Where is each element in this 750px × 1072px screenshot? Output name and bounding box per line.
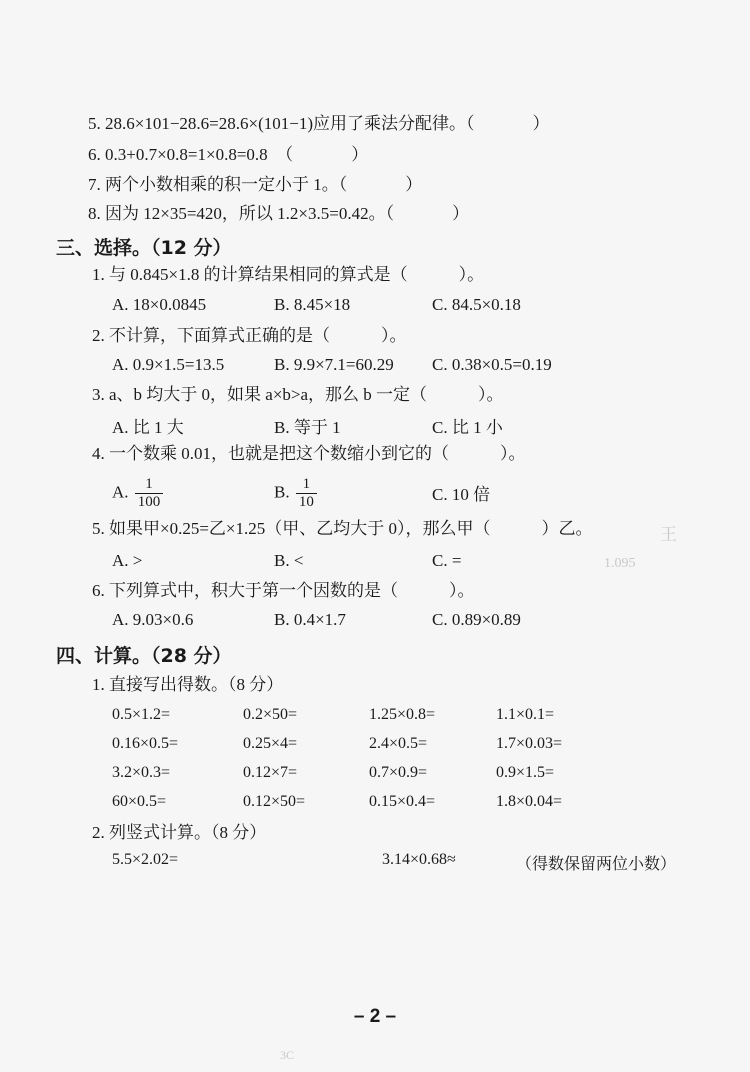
judge-item-text: 8. 因为 12×35=420，所以 1.2×3.5=0.42。（ — [88, 204, 395, 223]
option-b[interactable]: B. 0.4×1.7 — [274, 610, 346, 629]
option-b[interactable]: B. < — [274, 551, 304, 570]
judge-item-text: 6. 0.3+0.7×0.8=1×0.8=0.8 （ — [88, 145, 294, 164]
judge-item-text: 5. 28.6×101−28.6=28.6×(101−1)应用了乘法分配律。（ — [88, 114, 475, 133]
fraction-numerator: 1 — [296, 476, 317, 494]
option-b[interactable]: B. 9.9×7.1=60.29 — [274, 355, 394, 374]
calc-item: 60×0.5= — [112, 793, 167, 810]
option-b[interactable]: B. 等于 1 — [274, 418, 341, 437]
paren-close: ） — [405, 175, 423, 194]
calc-item: 0.15×0.4= — [369, 793, 436, 810]
fraction-denominator: 100 — [137, 494, 161, 510]
option-label: A. — [112, 482, 129, 502]
option-label: B. — [274, 482, 290, 502]
judge-item — [88, 113, 550, 135]
calc-item: 0.2×50= — [243, 706, 298, 723]
option-a[interactable]: A. 比 1 大 — [112, 418, 184, 437]
calc-item: 3.2×0.3= — [112, 764, 171, 781]
subsection-title: 1. 直接写出得数。（8 分） — [92, 675, 284, 694]
calc-item: 1.1×0.1= — [496, 706, 555, 723]
calc-item: 2.4×0.5= — [369, 735, 428, 752]
paren-close: ） — [532, 114, 550, 133]
option-a[interactable]: A. > — [112, 551, 143, 570]
judge-item — [88, 203, 469, 225]
question-stem: 1. 与 0.845×1.8 的计算结果相同的算式是（ ）。 — [92, 265, 485, 284]
option-c[interactable]: C. = — [432, 551, 462, 570]
calc-item: 0.9×1.5= — [496, 764, 555, 781]
option-c[interactable]: C. 0.89×0.89 — [432, 610, 521, 629]
option-b[interactable] — [274, 476, 317, 511]
option-b[interactable]: B. 8.45×18 — [274, 295, 351, 314]
judge-item-text: 7. 两个小数相乘的积一定小于 1。（ — [88, 175, 348, 194]
fraction-numerator: 1 — [135, 476, 164, 494]
option-a[interactable]: A. 18×0.0845 — [112, 295, 207, 314]
calc-item: 0.7×0.9= — [369, 764, 428, 781]
bleed-through-mark: 王 — [660, 525, 677, 544]
option-a[interactable] — [112, 476, 163, 511]
option-a[interactable]: A. 9.03×0.6 — [112, 610, 194, 629]
fraction — [135, 476, 164, 511]
calc-item: 1.7×0.03= — [496, 735, 563, 752]
judge-item — [88, 144, 368, 166]
page-number: – 2 – — [353, 1006, 397, 1027]
question-stem: 2. 不计算，下面算式正确的是（ ）。 — [92, 326, 407, 345]
bleed-through-mark: 1.095 — [604, 556, 636, 571]
fraction-denominator: 10 — [298, 494, 314, 510]
subsection-title: 2. 列竖式计算。（8 分） — [92, 823, 267, 842]
vertical-calc-item: 5.5×2.02= — [112, 851, 179, 868]
question-stem: 6. 下列算式中，积大于第一个因数的是（ ）。 — [92, 581, 475, 600]
fraction — [296, 476, 317, 511]
judge-item — [88, 174, 422, 196]
question-stem: 3. a、b 均大于 0，如果 a×b>a，那么 b 一定（ ）。 — [92, 385, 504, 404]
vertical-calc-item: 3.14×0.68≈ — [382, 851, 456, 868]
bleed-through-mark: 3C — [280, 1048, 295, 1062]
rounding-note: （得数保留两位小数） — [516, 856, 677, 873]
calc-item: 0.25×4= — [243, 735, 298, 752]
calc-item: 1.25×0.8= — [369, 706, 436, 723]
option-c[interactable]: C. 84.5×0.18 — [432, 295, 521, 314]
option-c[interactable]: C. 比 1 小 — [432, 418, 503, 437]
calc-item: 0.12×50= — [243, 793, 306, 810]
section-title: 三、选择。（12 分） — [56, 237, 232, 259]
calc-item: 1.8×0.04= — [496, 793, 563, 810]
option-c[interactable]: C. 10 倍 — [432, 485, 491, 504]
calc-item: 0.12×7= — [243, 764, 298, 781]
calc-item: 0.16×0.5= — [112, 735, 179, 752]
question-stem: 5. 如果甲×0.25=乙×1.25（甲、乙均大于 0），那么甲（ ）乙。 — [92, 519, 593, 538]
option-c[interactable]: C. 0.38×0.5=0.19 — [432, 355, 552, 374]
section-title: 四、计算。（28 分） — [56, 645, 232, 667]
question-stem: 4. 一个数乘 0.01，也就是把这个数缩小到它的（ ）。 — [92, 444, 526, 463]
calc-item: 0.5×1.2= — [112, 706, 171, 723]
option-a[interactable]: A. 0.9×1.5=13.5 — [112, 355, 225, 374]
paren-close: ） — [452, 204, 470, 223]
paren-close: ） — [351, 145, 369, 164]
